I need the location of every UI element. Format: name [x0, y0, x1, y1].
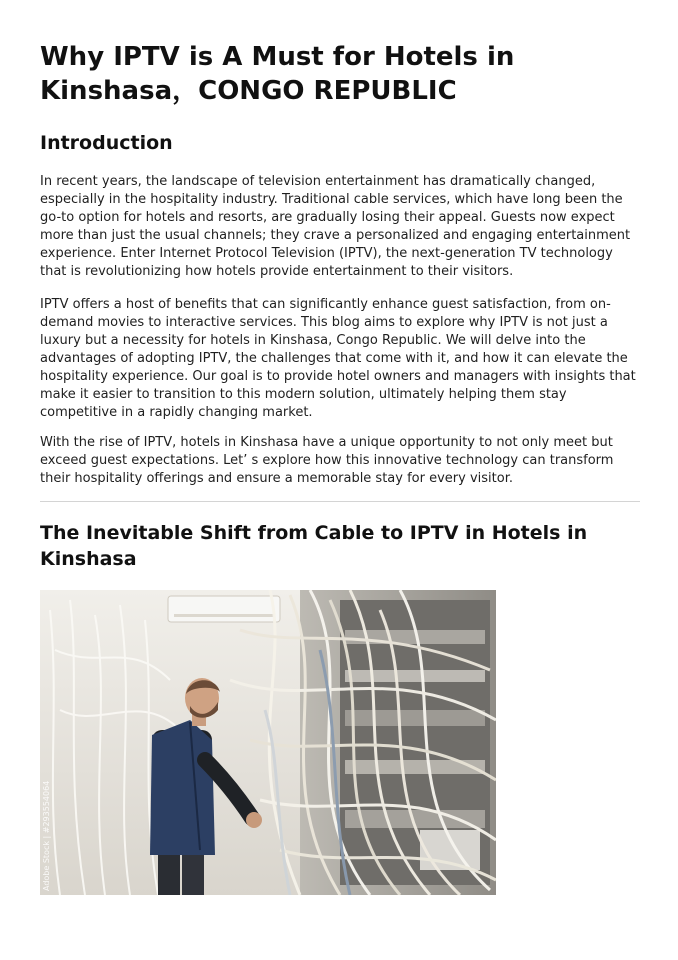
section-divider — [40, 501, 640, 502]
photo-watermark: Adobe Stock | #293554064 — [42, 780, 51, 891]
intro-paragraph-2: IPTV offers a host of benefits that can significantly enhance guest satisfaction, from on-demand movies to interactive services. This blog aims to explore why IPTV is not just a luxury but a necessity for hotels in Kinshasa, Congo Republic. We will delve into the advantages of adopting IPTV, the challenges that come with it, and how it can elevate the hospitality experience. Our goal is to provide hotel owners and managers with insights that make it easier to transition to this modern solution, ultimately helping them stay competitive in a rapidly changing market. — [40, 297, 636, 420]
technician-cables-illustration — [40, 590, 496, 895]
server-room-photo — [40, 590, 496, 895]
section-heading: The Inevitable Shift from Cable to IPTV in Hotels in Kinshasa — [40, 522, 588, 570]
introduction-heading: Introduction — [40, 132, 173, 154]
intro-paragraph-3: With the rise of IPTV, hotels in Kinshasa have a unique opportunity to not only meet but exceed guest expectations. Let’ s explore how this innovative technology can transform their hospitality offerings and ensure a memorable stay for every visitor. — [40, 435, 614, 486]
article-title: Why IPTV is A Must for Hotels in Kinshasa，CONGO REPUBLIC — [40, 42, 515, 106]
intro-paragraph-1: In recent years, the landscape of television entertainment has dramatically changed, especially in the hospitality industry. Traditional cable services, which have long been the go-to option for hotels and resorts, are gradually losing their appeal. Guests now expect more than just the usual channels; they crave a personalized and engaging entertainment experience. Enter Internet Protocol Television (IPTV), the next-generation TV technology that is revolutionizing how hotels provide entertainment to their visitors. — [40, 174, 631, 279]
